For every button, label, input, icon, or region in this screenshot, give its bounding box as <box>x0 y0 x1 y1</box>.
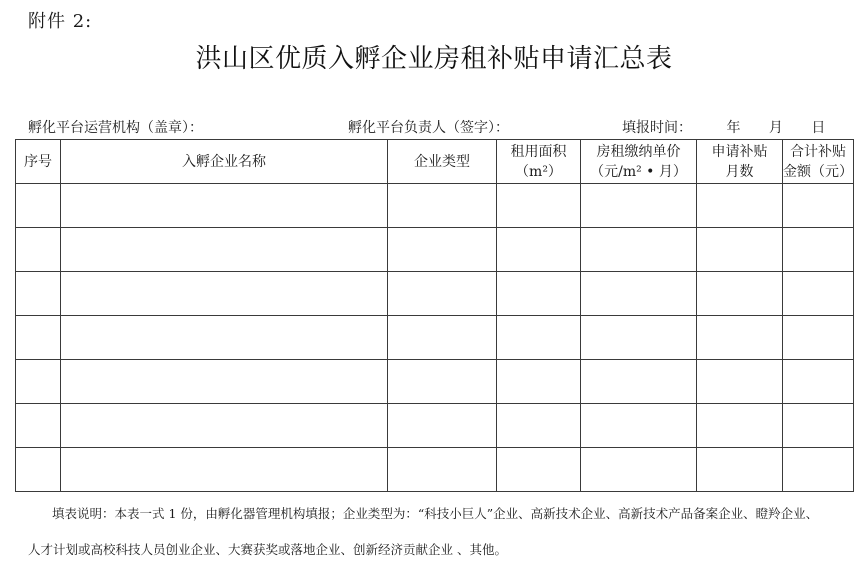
col-header-rent-unit-price: 房租缴纳单价 （元/m² • 月） <box>581 140 697 184</box>
table-cell[interactable] <box>783 184 854 228</box>
table-cell[interactable] <box>581 272 697 316</box>
table-cell[interactable] <box>61 316 388 360</box>
table-cell[interactable] <box>581 448 697 492</box>
table-cell[interactable] <box>16 448 61 492</box>
subsidy-summary-table <box>15 139 854 492</box>
col-header-index: 序号 <box>16 140 61 184</box>
fill-instructions-line-1: 填表说明：本表一式 1 份，由孵化器管理机构填报；企业类型为：“科技小巨人”企业、高新技术企业、高新技术产品备案企业、瞪羚企业、 <box>52 506 819 521</box>
table-cell[interactable] <box>388 272 497 316</box>
table-cell[interactable] <box>783 316 854 360</box>
col-header-total-subsidy: 合计补贴 金额（元） <box>783 140 854 184</box>
table-cell[interactable] <box>783 448 854 492</box>
table-cell[interactable] <box>61 404 388 448</box>
table-cell[interactable] <box>16 360 61 404</box>
table-cell[interactable] <box>16 272 61 316</box>
table-cell[interactable] <box>16 404 61 448</box>
fill-instructions-line-2: 人才计划或高校科技人员创业企业、大赛获奖或落地企业、创新经济贡献企业 、其他。 <box>28 542 507 557</box>
page-title: 洪山区优质入孵企业房租补贴申请汇总表 <box>195 44 673 74</box>
table-cell[interactable] <box>16 316 61 360</box>
table-cell[interactable] <box>697 404 783 448</box>
table-row <box>16 184 854 228</box>
table-header-row <box>16 140 854 184</box>
table-cell[interactable] <box>61 184 388 228</box>
col-header-subsidy-months: 申请补贴 月数 <box>697 140 783 184</box>
table-cell[interactable] <box>497 184 581 228</box>
table-cell[interactable] <box>697 316 783 360</box>
fill-date-label: 填报时间： <box>622 120 692 136</box>
col-header-company-type: 企业类型 <box>388 140 497 184</box>
table-row <box>16 448 854 492</box>
col-header-rented-area: 租用面积 （m²） <box>497 140 581 184</box>
attachment-label: 附件 2: <box>28 11 93 32</box>
table-cell[interactable] <box>581 228 697 272</box>
table-cell[interactable] <box>497 316 581 360</box>
table-row <box>16 272 854 316</box>
table-cell[interactable] <box>61 448 388 492</box>
day-label: 日 <box>811 120 826 136</box>
table-cell[interactable] <box>388 184 497 228</box>
table-cell[interactable] <box>497 228 581 272</box>
table-cell[interactable] <box>61 272 388 316</box>
table-row <box>16 316 854 360</box>
org-stamp-label: 孵化平台运营机构（盖章）： <box>28 120 203 136</box>
table-cell[interactable] <box>497 448 581 492</box>
table-cell[interactable] <box>61 228 388 272</box>
table-cell[interactable] <box>697 272 783 316</box>
table-cell[interactable] <box>16 184 61 228</box>
table-cell[interactable] <box>497 404 581 448</box>
table-cell[interactable] <box>581 184 697 228</box>
table-cell[interactable] <box>783 272 854 316</box>
month-label: 月 <box>768 120 783 136</box>
table-row <box>16 404 854 448</box>
table-cell[interactable] <box>783 228 854 272</box>
table-row <box>16 228 854 272</box>
table-cell[interactable] <box>388 316 497 360</box>
table-cell[interactable] <box>783 404 854 448</box>
table-cell[interactable] <box>783 360 854 404</box>
table-cell[interactable] <box>581 316 697 360</box>
table-cell[interactable] <box>388 360 497 404</box>
table-cell[interactable] <box>581 360 697 404</box>
fill-date <box>622 117 849 137</box>
table-cell[interactable] <box>697 448 783 492</box>
table-cell[interactable] <box>61 360 388 404</box>
table-cell[interactable] <box>697 360 783 404</box>
table-cell[interactable] <box>388 404 497 448</box>
table-cell[interactable] <box>388 228 497 272</box>
table-cell[interactable] <box>697 228 783 272</box>
table-cell[interactable] <box>388 448 497 492</box>
col-header-company-name: 入孵企业名称 <box>61 140 388 184</box>
head-signature-label: 孵化平台负责人（签字）： <box>348 120 509 136</box>
table-cell[interactable] <box>497 360 581 404</box>
table-cell[interactable] <box>697 184 783 228</box>
table-cell[interactable] <box>497 272 581 316</box>
table-cell[interactable] <box>581 404 697 448</box>
table-cell[interactable] <box>16 228 61 272</box>
year-label: 年 <box>726 120 741 136</box>
table-row <box>16 360 854 404</box>
date-fields <box>726 120 849 136</box>
